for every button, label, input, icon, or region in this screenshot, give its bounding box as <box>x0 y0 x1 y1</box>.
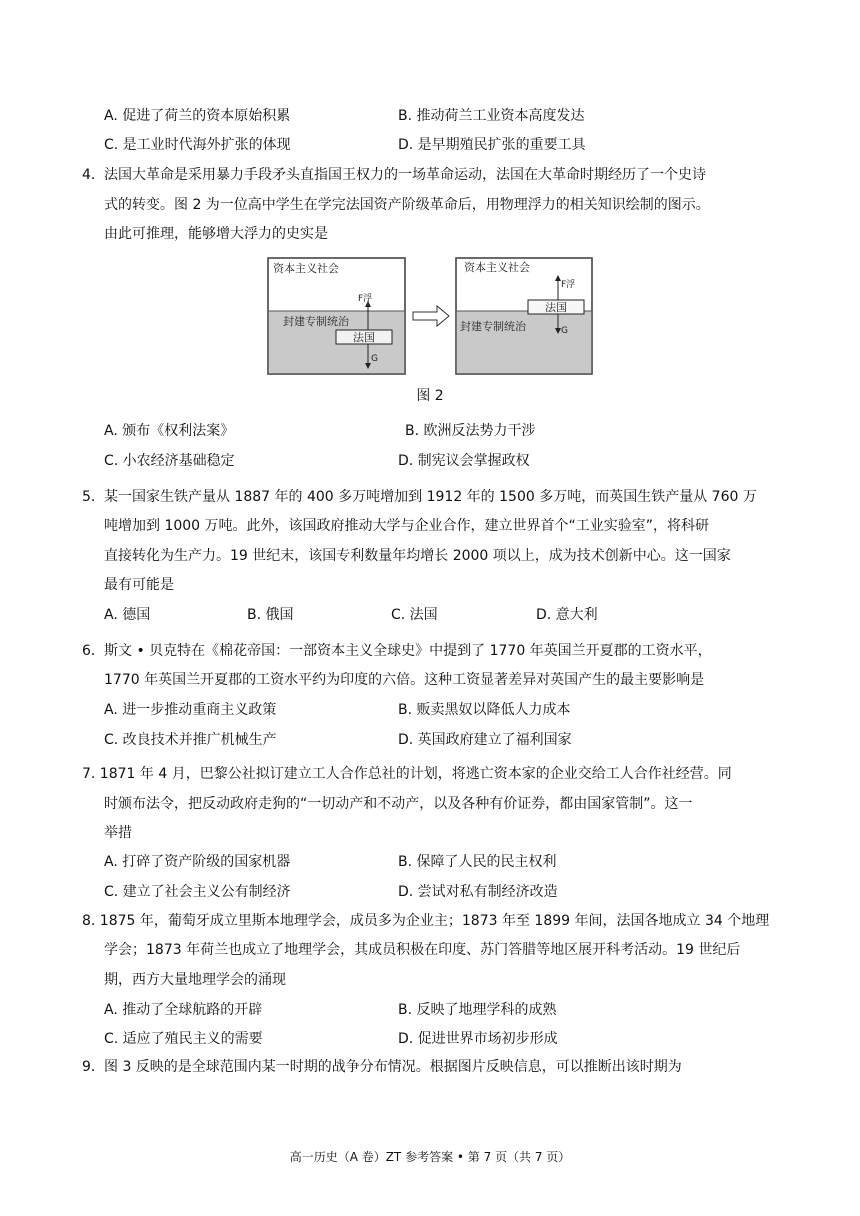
q4-option-c: C. 小农经济基础稳定 <box>104 453 235 469</box>
q8-stem-line-1: 8. 1875 年，葡萄牙成立里斯本地理学会，成员多为企业主；1873 年至 1899 年间，法国各地成立 34 个地理 <box>82 913 770 929</box>
left-bottom-label: 封建专制统治 <box>283 315 349 328</box>
q5-stem-line-3: 直接转化为生产力。19 世纪末，该国专利数量年均增长 2000 项以上，成为技术创新中心。这一国家 <box>104 548 731 564</box>
right-force-up-label: F浮 <box>561 280 576 290</box>
q7-option-a: A. 打碎了资产阶级的国家机器 <box>104 854 291 870</box>
q4-option-b: B. 欧洲反法势力干涉 <box>405 423 536 439</box>
q4-option-a: A. 颁布《权利法案》 <box>104 423 235 439</box>
q7-option-c: C. 建立了社会主义公有制经济 <box>104 884 291 900</box>
q6-number: 6． <box>82 643 105 659</box>
q5-option-b: B. 俄国 <box>247 607 294 623</box>
q8-stem-line-2: 学会；1873 年荷兰也成立了地理学会，其成员积极在印度、苏门答腊等地区展开科考活动。19 世纪后 <box>104 942 741 958</box>
q8-option-c: C. 适应了殖民主义的需要 <box>104 1031 263 1047</box>
right-top-label: 资本主义社会 <box>464 261 530 274</box>
q6-stem-line-1: 斯文 • 贝克特在《棉花帝国：一部资本主义全球史》中提到了 1770 年英国兰开夏郡的工资水平， <box>104 643 712 659</box>
q4-stem-line-3: 由此可推理，能够增大浮力的史实是 <box>104 226 328 242</box>
left-box-label: 法国 <box>353 331 375 344</box>
q3-option-d: D. 是早期殖民扩张的重要工具 <box>398 137 586 153</box>
q7-stem-line-2: 时颁布法令，把反动政府走狗的“一切动产和不动产，以及各种有价证券，都由国家管制”。这一 <box>104 796 693 812</box>
q3-option-a: A. 促进了荷兰的资本原始积累 <box>104 108 291 124</box>
q8-option-b: B. 反映了地理学科的成熟 <box>398 1002 557 1018</box>
q7-option-b: B. 保障了人民的民主权利 <box>398 854 557 870</box>
q4-option-d: D. 制宪议会掌握政权 <box>398 453 530 469</box>
q5-stem-line-4: 最有可能是 <box>104 577 174 593</box>
left-top-label: 资本主义社会 <box>273 262 339 275</box>
q6-option-a: A. 进一步推动重商主义政策 <box>104 702 277 718</box>
q6-stem-line-2: 1770 年英国兰开夏郡的工资水平约为印度的六倍。这种工资显著差异对英国产生的最主要影响是 <box>104 672 705 688</box>
q7-stem-line-1: 7. 1871 年 4 月，巴黎公社拟订建立工人合作总社的计划，将逃亡资本家的企业交给工人合作社经营。同 <box>82 766 732 782</box>
q6-option-c: C. 改良技术并推广机械生产 <box>104 732 277 748</box>
q5-stem-line-2: 吨增加到 1000 万吨。此外，该国政府推动大学与企业合作，建立世界首个“工业实验室”，将科研 <box>104 518 710 534</box>
q7-stem-line-3: 举措 <box>104 825 132 841</box>
left-force-down-label: G <box>371 354 378 364</box>
right-box-label: 法国 <box>545 301 567 314</box>
q6-option-b: B. 贩卖黑奴以降低人力成本 <box>398 702 571 718</box>
q5-option-d: D. 意大利 <box>536 607 598 623</box>
q3-option-c: C. 是工业时代海外扩张的体现 <box>104 137 291 153</box>
q9-stem-line-1: 图 3 反映的是全球范围内某一时期的战争分布情况。根据图片反映信息，可以推断出该时期为 <box>104 1059 682 1075</box>
q5-stem-line-1: 某一国家生铁产量从 1887 年的 400 多万吨增加到 1912 年的 1500 多万吨，而英国生铁产量从 760 万 <box>104 489 757 505</box>
q8-option-a: A. 推动了全球航路的开辟 <box>104 1002 263 1018</box>
q4-stem-line-2: 式的转变。图 2 为一位高中学生在学完法国资产阶级革命后，用物理浮力的相关知识绘制的图示。 <box>104 197 710 213</box>
q9-number: 9． <box>82 1059 105 1075</box>
q5-option-a: A. 德国 <box>104 607 151 623</box>
q8-stem-line-3: 期，西方大量地理学会的涌现 <box>104 972 286 988</box>
right-force-down-label: G <box>561 326 568 336</box>
page-footer: 高一历史（A 卷）ZT 参考答案 • 第 7 页（共 7 页） <box>289 1150 571 1164</box>
figure-2-caption: 图 2 <box>416 388 444 404</box>
figure-2-buoyancy-diagram <box>267 257 593 375</box>
q8-option-d: D. 促进世界市场初步形成 <box>398 1031 558 1047</box>
right-bottom-label: 封建专制统治 <box>460 320 526 333</box>
q6-option-d: D. 英国政府建立了福利国家 <box>398 732 572 748</box>
transition-arrow-icon <box>413 306 449 326</box>
left-force-up-label: F浮 <box>358 294 373 304</box>
q3-option-b: B. 推动荷兰工业资本高度发达 <box>398 108 585 124</box>
q5-number: 5． <box>82 489 105 505</box>
q5-option-c: C. 法国 <box>391 607 438 623</box>
q7-option-d: D. 尝试对私有制经济改造 <box>398 884 558 900</box>
q4-number: 4． <box>82 167 105 183</box>
q4-stem-line-1: 法国大革命是采用暴力手段矛头直指国王权力的一场革命运动，法国在大革命时期经历了一个史诗 <box>104 167 706 183</box>
